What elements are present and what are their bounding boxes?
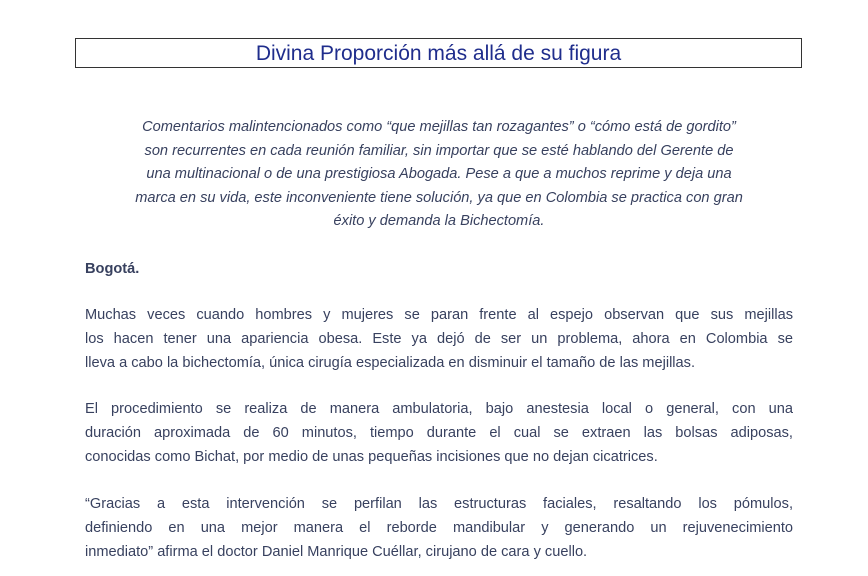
paragraph-line: inmediato” afirma el doctor Daniel Manrique Cuéllar, cirujano de cara y cuello. xyxy=(85,543,588,560)
paragraph-line: “Gracias a esta intervención se perfilan las estructuras faciales, resaltando los pómulos, xyxy=(85,496,793,512)
lead-line: éxito y demanda la Bichectomía. xyxy=(333,213,545,230)
lead-line: una multinacional o de una prestigiosa Abogada. Pese a que a muchos reprime y deja una xyxy=(146,166,732,183)
body-paragraph-1 xyxy=(85,304,793,375)
title-box xyxy=(75,38,802,68)
paragraph-line: conocidas como Bichat, por medio de unas pequeñas incisiones que no dejan cicatrices. xyxy=(85,448,658,465)
lead-paragraph xyxy=(85,116,793,234)
dateline: Bogotá. xyxy=(85,261,140,277)
lead-line: son recurrentes en cada reunión familiar, sin importar que se esté hablando del Gerente de xyxy=(144,142,734,159)
paragraph-line: lleva a cabo la bichectomía, única cirugía especializada en disminuir el tamaño de las mejillas. xyxy=(85,354,696,371)
body-paragraph-3 xyxy=(85,493,793,564)
paragraph-line: Muchas veces cuando hombres y mujeres se paran frente al espejo observan que sus mejillas xyxy=(85,307,793,323)
paragraph-line: El procedimiento se realiza de manera ambulatoria, bajo anestesia local o general, con una xyxy=(85,401,793,417)
paragraph-line: definiendo en una mejor manera el reborde mandibular y generando un rejuvenecimiento xyxy=(85,519,793,536)
paragraph-line: los hacen tener una apariencia obesa. Este ya dejó de ser un problema, ahora en Colombia se xyxy=(85,330,793,347)
lead-line: Comentarios malintencionados como “que mejillas tan rozagantes” o “cómo está de gordito” xyxy=(142,119,736,135)
paragraph-line: duración aproximada de 60 minutos, tiempo durante el cual se extraen las bolsas adiposas, xyxy=(85,424,793,441)
body-paragraph-2 xyxy=(85,398,793,469)
lead-line: marca en su vida, este inconveniente tiene solución, ya que en Colombia se practica con gran xyxy=(135,189,743,206)
document-title: Divina Proporción más allá de su figura xyxy=(255,41,622,65)
